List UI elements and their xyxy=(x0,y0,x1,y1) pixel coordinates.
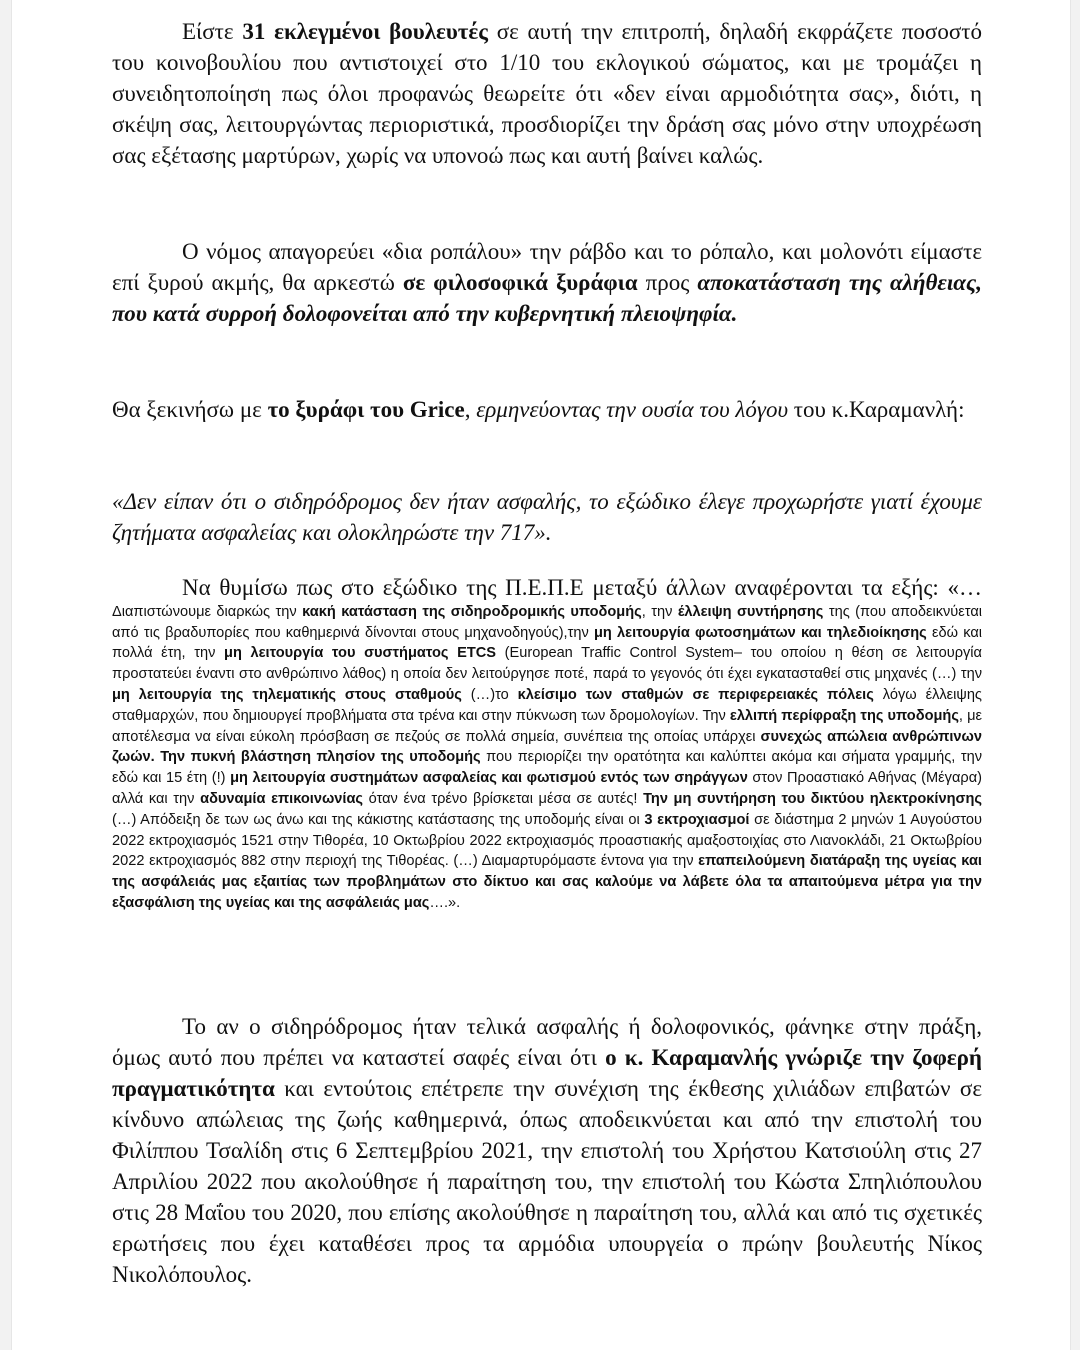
text-run: Θα ξεκινήσω με xyxy=(112,397,268,422)
text-run: του κ.Καραμανλή: xyxy=(788,397,965,422)
text-run: σε διάστημα 2 μηνών 1 Αυγούστου 2022 εκτροχιασμός 1521 στην Τιθορέα, 10 Οκτωβρίου 2022 εκτροχιασμός προαστιακής αμαξοστοιχίας στο Λιανοκλάδι, 21 Οκτωβρίου 2022 εκτροχιασμός 882 στην περιοχή της Τιθορέας. (…) Διαμαρτυρόμαστε έντονα για την xyxy=(112,811,983,870)
bold-text-run: ελλιπή περίφραξη της υποδομής xyxy=(729,707,959,724)
text-run: και εντούτοις επέτρεπε την συνέχιση της έκθεσης χιλιάδων επιβατών σε κίνδυνο απώλειας της ζωής καθημερινά, όπως αποδεικνύεται και από την επιστολή του Φιλίππου Τσαλίδη στις 6 Σεπτεμβρίου 2021, την επιστολή του Χρήστου Κατσιούλη στις 27 Απριλίου 2022 που ακολούθησε ή παραίτηση του, την επιστολή του Κώστα Σπηλιόπουλου στις 28 Μαΐου του 2020, που επίσης ακολούθησε η παραίτηση του, αλλά και από τις σχετικές ερωτήσεις που έχει καταθέσει προς τα αρμόδια υπουργεία ο πρώην βουλευτής Νίκος Νικολόπουλος. xyxy=(112,1076,982,1287)
text-run: Διαπιστώνουμε διαρκώς την xyxy=(112,603,303,620)
text-run: , xyxy=(464,397,477,422)
text-run: προς xyxy=(637,270,698,295)
document-page xyxy=(12,0,1070,1350)
text-run: «Δεν είπαν ότι ο σιδηρόδρομος δεν ήταν ασφαλής, το εξώδικο έλεγε προχωρήστε γιατί έχουμε ζητήματα ασφαλείας και ολοκληρώστε την 717». xyxy=(112,489,982,545)
text-run: Είστε xyxy=(182,19,243,44)
text-run: (European Traffic Control System– του οποίου η θέση σε λειτουργία προστατεύει έναντι στο ανθρώπινο λάθος) η οποία δεν λειτούργησε ποτέ, παρά το γεγονός ότι έχει εγκατασταθεί στις μηχανές (…) την xyxy=(112,645,982,683)
bold-text-run: κλείσιμο των σταθμών σε περιφερειακές πόλεις xyxy=(517,686,874,703)
bold-text-run: αδυναμία επικοινωνίας xyxy=(200,790,364,807)
bold-text-run: έλλειψη συντήρησης xyxy=(677,603,824,620)
bold-text-run: Την μη συντήρηση του δικτύου ηλεκτροκίνησης xyxy=(643,790,982,807)
italic-text-run: ερμηνεύοντας την ουσία του λόγου xyxy=(476,397,789,422)
text-run: , την xyxy=(641,603,678,620)
text-run: λόγω έλλειψης σταθμαρχών, που δημιουργεί προβλήματα στα τρένα και στην πύκνωση των δρομολογίων. Την xyxy=(112,686,982,724)
bold-text-run: μη λειτουργία φωτοσημάτων και τηλεδιοίκησης xyxy=(594,624,927,641)
bold-text-run: αποκατάσταση της αλήθειας, που κατά συρροή δολοφονείται από την κυβερνητική πλειοψηφία. xyxy=(112,270,982,326)
text-run: στον Προαστιακό Αθήνας (Μέγαρα) αλλά και την xyxy=(112,770,982,807)
text-run: Το αν ο σιδηρόδρομος ήταν τελικά ασφαλής ή δολοφονικός, φάνηκε στην πράξη, όμως αυτό που πρέπει να καταστεί σαφές είναι ότι xyxy=(112,1014,982,1070)
text-run: (…) Απόδειξη δε των ως άνω και της κάκιστης κατάστασης της υποδομής είναι οι xyxy=(112,811,645,828)
bold-text-run: μη λειτουργία της τηλεματικής στους σταθμούς xyxy=(112,686,462,703)
paragraph-philosophical-razors xyxy=(112,236,982,329)
bold-text-run: το ξυράφι του Grice xyxy=(267,397,465,422)
bold-text-run: κακή κατάσταση της σιδηροδρομικής υποδομής xyxy=(302,603,642,620)
bold-text-run: μη λειτουργία του συστήματος ETCS xyxy=(224,645,497,662)
text-run: Ο νόμος απαγορεύει «δια ροπάλου» την ράβδο και το ρόπαλο, και μολονότι είμαστε επί ξυρού ακμής, θα αρκεστώ xyxy=(112,239,982,295)
bold-text-run: ο κ. Καραμανλής γνώριζε την ζοφερή πραγματικότητα xyxy=(112,1045,982,1101)
bold-text-run: συνεχώς απώλεια ανθρώπινων ζωών. Την πυκνή βλάστηση πλησίον της υποδομής xyxy=(112,728,982,766)
paragraph-grice-razor xyxy=(112,394,982,425)
text-run: όταν ένα τρένο βρίσκεται μέσα σε αυτές! xyxy=(363,790,644,807)
paragraph-committee-members xyxy=(112,16,982,171)
text-run: (…)το xyxy=(461,686,518,703)
bold-text-run: σε φιλοσοφικά ξυράφια xyxy=(402,270,638,295)
quote-karamanlis xyxy=(112,486,982,548)
bold-text-run: επαπειλούμενη διατάραξη της υγείας και της ασφάλειάς μας εξαιτίας των προβλημάτων στο δίκτυο και σας καλούμε να λάβετε όλα τα απαιτούμενα μέτρα για την εξασφάλιση της υγείας και της ασφάλειάς μας xyxy=(112,853,982,911)
bold-text-run: 31 εκλεγμένοι βουλευτές xyxy=(242,19,488,44)
extrajudicial-quoted-text xyxy=(112,604,982,911)
text-run: Να θυμίσω πως στο εξώδικο της Π.Ε.Π.Ε μεταξύ άλλων αναφέρονται τα εξής: «… xyxy=(182,575,982,600)
paragraph-conclusion xyxy=(112,1011,982,1290)
text-run: εδώ και πολλά έτη, την xyxy=(112,624,983,662)
text-run: ….». xyxy=(429,894,461,911)
bold-text-run: μη λειτουργία συστημάτων ασφαλείας και φωτισμού εντός των σηράγγων xyxy=(230,770,748,787)
extrajudicial-intro xyxy=(182,575,982,600)
paragraph-extrajudicial-notice xyxy=(112,575,983,914)
text-run: της (που αποδεικνύεται από τις βραδυπορίες που καθημερινά δίνονται στους μηχανοδηγούς),την xyxy=(112,603,983,641)
bold-text-run: 3 εκτροχιασμοί xyxy=(644,811,750,828)
text-run: σε αυτή την επιτροπή, δηλαδή εκφράζετε ποσοστό του κοινοβουλίου που αντιστοιχεί στο 1/10 του εκλογικού σώματος, και με τρομάζει η συνειδητοποίηση πως όλοι προφανώς θεωρείτε ότι «δεν είναι αρμοδιότητα σας», διότι, η σκέψη σας, λειτουργώντας περιοριστικά, προσδιορίζει την δράση σας μόνο στην υποχρέωση σας εξέτασης μαρτύρων, χωρίς να υπονοώ πως και αυτή βαίνει καλώς. xyxy=(112,19,982,168)
text-run: που περιορίζει την ορατότητα και καλύπτει ακόμα και σήματα γραμμής, την εδώ και 15 έτη (!) xyxy=(112,749,983,787)
text-run: , με αποτέλεσμα να είναι εύκολη πρόσβαση σε πεζούς σε πολλά σημεία, συνέπεια της οποίας υπάρχει xyxy=(112,707,982,745)
